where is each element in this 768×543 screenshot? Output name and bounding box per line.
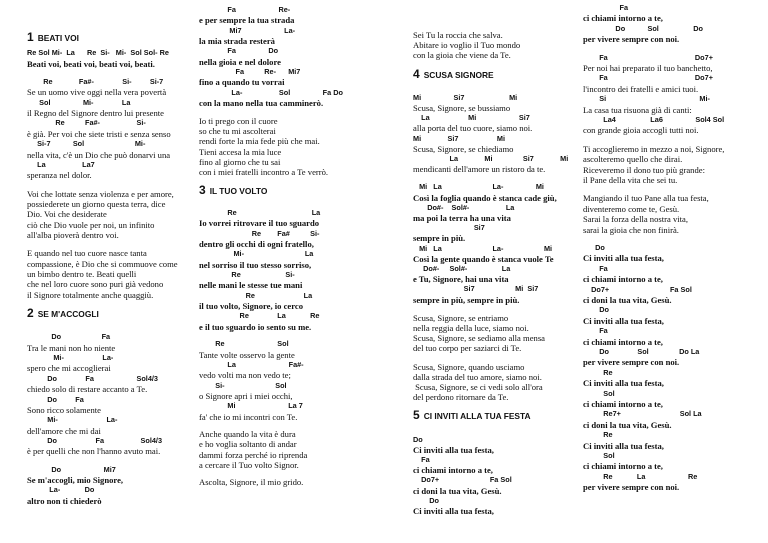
song-title: IL TUO VOLTO <box>209 185 268 196</box>
chord-line: Re Sol Mi- La Re Si- Mi- Sol Sol- Re <box>27 48 169 58</box>
chord-line: Mi La La- Mi <box>413 182 544 192</box>
chord-line: Re La <box>199 207 321 217</box>
lyric-line: sarai la gioia che non finirà. <box>583 224 679 235</box>
chord-line: Do Mi7 <box>27 464 116 474</box>
chord-line: Si7 <box>413 223 485 233</box>
chorus-line: ci chiami intorno a te, <box>583 336 663 347</box>
chorus-line: nelle mani le stesse tue mani <box>199 280 303 291</box>
chorus-line: Così la gente quando è stanca vuole Te <box>413 253 554 264</box>
lyric-line: Riceveremo il dono tuo più grande: <box>583 164 705 175</box>
song-heading <box>199 182 268 197</box>
chord-line: Fa <box>583 263 608 273</box>
chord-line: Mi Si7 Mi <box>413 92 518 102</box>
lyric-line: il Pane della vita che sei tu. <box>583 175 678 185</box>
song-number: 5 <box>413 408 420 423</box>
chorus-line: con la mano nella tua camminerò. <box>199 98 324 109</box>
chord-line: Do Sol Do <box>583 23 704 33</box>
chord-line: Re <box>583 367 613 377</box>
chorus-line: e il tuo sguardo io sento su me. <box>199 321 312 332</box>
chord-line: Sol Mi- La <box>27 97 131 107</box>
lyric-line: Ascolta, Signore, il mio grido. <box>199 477 304 488</box>
chord-line: Fa Re- <box>199 5 291 14</box>
chord-line: Re Fa# Si- <box>199 228 320 238</box>
lyric-line: Tra le mani non ho niente <box>27 342 116 353</box>
lyric-line: Dio. Voi che desiderate <box>27 209 107 220</box>
chorus-line: Beati voi, beati voi, beati voi, beati. <box>27 58 155 69</box>
chord-line: Mi- La <box>199 249 314 259</box>
chorus-line: Ci inviti alla tua festa, <box>583 253 664 264</box>
lyric-line: Scusa, Signore, se chiediamo <box>413 143 514 154</box>
song-heading <box>413 66 494 81</box>
lyric-line: all'alba pioverà dentro voi. <box>27 229 119 240</box>
chord-line: Re Sol <box>199 339 289 349</box>
lyric-line: del perdono ritornare da Te. <box>413 392 509 403</box>
chord-line: Re Si- <box>199 270 295 280</box>
lyric-line: compassione, è Dio che si commuove come <box>27 258 178 269</box>
lyric-line: dalla strada del tuo amore, siamo noi. <box>413 371 542 382</box>
chorus-line: Così la foglia quando è stanca cade giù, <box>413 192 557 203</box>
chord-line: La4 La6 Sol4 Sol <box>583 115 725 124</box>
lyric-line: Anche quando la vita è dura <box>199 428 296 439</box>
song-heading <box>27 308 99 319</box>
chorus-line: ci chiami intorno a te, <box>583 274 663 285</box>
lyric-line: o Signore apri i miei occhi, <box>199 390 293 401</box>
lyric-line: E quando nel tuo cuore nasce tanta <box>27 248 147 259</box>
chord-line: Fa Do <box>199 46 279 56</box>
lyric-line: il Signore totalmente anche quaggiù. <box>27 289 154 300</box>
lyric-line: fino al giorno che tu sai <box>199 156 281 167</box>
chord-line: Re7+ Sol La <box>583 409 702 419</box>
lyric-line: Scusa, Signore, se sediamo alla mensa <box>413 333 545 344</box>
lyric-line: Abitare io voglio il Tuo mondo <box>413 40 521 51</box>
chord-line: Do Fa Sol4/3 <box>27 373 158 383</box>
chord-line: Fa Do7+ <box>583 73 713 83</box>
lyric-line: con i miei fratelli incontro a Te verrò. <box>199 167 329 178</box>
lyric-line: diventeremo come te, Gesù. <box>583 203 680 214</box>
chord-line: Sol <box>583 451 615 460</box>
chord-line: Re La Re <box>199 311 320 321</box>
chorus-line: ci chiami intorno a te, <box>583 461 663 472</box>
chorus-line: Ci inviti alla tua festa, <box>583 315 664 326</box>
song-number: 1 <box>27 30 34 44</box>
song-title: SE M'ACCOGLI <box>37 309 99 320</box>
lyric-line: Sarai la forza della nostra vita, <box>583 214 688 225</box>
chord-line: Do Fa <box>27 332 111 342</box>
chord-line: Fa Re- Mi7 <box>199 67 301 77</box>
chord-line: Si- Sol <box>199 380 287 390</box>
chord-line: Do#- Sol#- La <box>413 264 511 273</box>
chorus-line: Io vorrei ritrovare il tuo sguardo <box>199 218 320 229</box>
lyric-line: un bimbo dentro te. Beati quelli <box>27 269 137 279</box>
chord-line: Do Sol Do La <box>583 347 700 356</box>
lyric-line: spero che mi accoglierai <box>27 363 111 374</box>
lyric-line: con grande gioia accogli tutti noi. <box>583 125 699 136</box>
chorus-line: Ci inviti alla tua festa, <box>413 444 494 455</box>
lyric-line: e ho voglia soltanto di andar <box>199 439 297 450</box>
lyric-line: Voi che lottate senza violenza e per amore, <box>27 188 174 199</box>
chord-line: Fa Do7+ <box>583 52 713 62</box>
lyric-line: Mangiando il tuo Pane alla tua festa, <box>583 193 709 204</box>
lyric-line: è per quelli che non l'hanno avuto mai. <box>27 446 161 457</box>
chord-line: Re <box>583 430 613 440</box>
lyric-line: ascolteremo quello che dirai. <box>583 154 683 165</box>
chorus-line: ci chiami intorno a te, <box>583 13 663 24</box>
chorus-line: sempre in più, sempre in più. <box>413 294 520 305</box>
lyric-line: Tieni accesa la mia luce <box>199 146 282 157</box>
lyric-line: con la gioia che viene da Te. <box>413 50 511 61</box>
lyric-line: alla porta del tuo cuore, siamo noi. <box>413 123 533 134</box>
song-title: SCUSA SIGNORE <box>423 69 494 80</box>
chord-line: Do Fa <box>27 394 84 404</box>
song-number: 2 <box>27 306 34 321</box>
chorus-line: sempre in più. <box>413 233 466 244</box>
lyric-line: l'incontro dei fratelli e amici tuoi. <box>583 83 699 94</box>
lyric-line: il Regno del Signore dentro lui presente <box>27 108 164 119</box>
song-number: 3 <box>199 182 206 197</box>
lyric-line: vedo volti ma non vedo te; <box>199 370 291 381</box>
chord-line: Re Fa#- Si- <box>27 118 146 128</box>
chorus-line: e Tu, Signore, hai una vita <box>413 274 509 285</box>
lyric-line: Scusa, Signore, quando usciamo <box>413 361 525 372</box>
chord-line: Do7+ Fa Sol <box>413 475 512 485</box>
chord-line: Do7+ Fa Sol <box>583 284 692 294</box>
lyric-line: possiederete un giorno questa terra, dice <box>27 198 166 209</box>
chord-line: La Fa#- <box>199 359 304 369</box>
lyric-line: dell'amore che mi dai <box>27 425 101 436</box>
chord-line: Do Fa Sol4/3 <box>27 435 163 445</box>
lyric-line: La casa tua risuona già di canti: <box>583 104 692 115</box>
chord-line: Re La <box>199 290 313 300</box>
lyric-line: a cercare il Tuo volto Signor. <box>199 460 299 470</box>
chorus-line: il tuo volto, Signore, io cerco <box>199 301 303 312</box>
lyric-line: Scusa, Signore, se entriamo <box>413 312 509 323</box>
chorus-line: Ci inviti alla tua festa, <box>413 506 494 516</box>
lyric-line: Io ti prego con il cuore <box>199 115 278 126</box>
lyric-line: nella vita, c'è un Dio che può donarvi una <box>27 149 171 160</box>
lyric-line: rendi forte la mia fede più che mai. <box>199 136 320 147</box>
chorus-line: per vivere sempre con noi. <box>583 34 680 45</box>
chord-line: Si-7 Sol Mi- <box>27 139 146 149</box>
chord-line: La La7 <box>27 159 95 169</box>
chorus-line: altro non ti chiederò <box>27 495 102 506</box>
song-number: 4 <box>413 66 420 81</box>
song-title: BEATI VOI <box>37 33 79 43</box>
chord-line: Mi Si7 Mi <box>413 133 506 143</box>
chord-line: Fa <box>413 455 430 464</box>
lyric-line: che nel loro cuore sono puri già vedono <box>27 279 164 290</box>
song-heading <box>413 410 531 421</box>
chorus-line: dentro gli occhi di ogni fratello, <box>199 239 314 249</box>
chord-line: Re La Re <box>583 471 698 481</box>
chord-line: La Mi Si7 Mi <box>413 154 569 163</box>
lyric-line: Scusa, Signore, se bussiamo <box>413 103 511 113</box>
chorus-line: Se m'accogli, mio Signore, <box>27 474 124 485</box>
chord-line: Mi La La- Mi <box>413 243 553 253</box>
chord-line: Mi La 7 <box>199 401 303 411</box>
chord-line: Do <box>583 243 605 252</box>
chord-line: Mi- La- <box>27 415 118 425</box>
chord-line: Si Mi- <box>583 94 710 104</box>
chord-line: Si7 Mi Si7 <box>413 284 539 294</box>
chord-line: La Mi Si7 <box>413 113 530 123</box>
lyric-line: Sono ricco solamente <box>27 404 101 415</box>
chorus-line: ma poi la terra ha una vita <box>413 213 511 223</box>
lyric-line: Sei Tu la roccia che salva. <box>413 30 503 40</box>
chorus-line: ci doni la tua vita, Gesù. <box>413 485 502 496</box>
chord-line: Sol <box>583 388 615 398</box>
chorus-line: fino a quando tu vorrai <box>199 77 285 88</box>
lyric-line: Se un uomo vive oggi nella vera povertà <box>27 87 167 98</box>
chorus-line: la mia strada resterà <box>199 36 275 47</box>
lyric-line: fa' che io mi incontri con Te. <box>199 411 298 422</box>
lyric-line: nella reggia della luce, siamo noi. <box>413 323 529 333</box>
chord-line: La- Sol Fa Do <box>199 87 343 97</box>
chorus-line: nel sorriso il tuo stesso sorriso, <box>199 259 312 270</box>
lyric-line: ciò che Dio vuole per noi, un infinito <box>27 219 155 230</box>
chord-line: Do <box>583 305 609 315</box>
chord-line: La- Do <box>27 485 95 495</box>
chorus-line: nella gioia e nel dolore <box>199 56 281 67</box>
lyric-line: speranza nel dolor. <box>27 170 92 181</box>
chord-line: Re Fa#- Si- Si-7 <box>27 77 164 87</box>
lyric-line: Scusa, Signore, se ci vedi solo all'ora <box>413 382 543 392</box>
lyric-line: Tante volte osservo la gente <box>199 349 295 360</box>
lyric-line: è già. Per voi che siete tristi e senza senso <box>27 128 171 139</box>
chord-line: Do <box>413 434 423 444</box>
chorus-line: per vivere sempre con noi. <box>583 482 680 493</box>
chorus-line: ci chiami intorno a te, <box>583 399 663 409</box>
lyric-line: Per noi hai preparato il tuo banchetto, <box>583 63 713 73</box>
song-title: CI INVITI ALLA TUA FESTA <box>423 411 531 422</box>
lyric-line: del tuo corpo per saziarci di Te. <box>413 343 522 354</box>
lyric-line: chiedo solo di restare accanto a Te. <box>27 384 148 395</box>
lyric-line: so che tu mi ascolterai <box>199 125 276 136</box>
chord-line: Do#- Sol#- La <box>413 202 515 212</box>
chord-line: Mi7 La- <box>199 25 296 35</box>
lyric-line: dammi forza perché io riprenda <box>199 449 308 460</box>
chorus-line: ci doni la tua vita, Gesù. <box>583 419 672 430</box>
chord-line: Mi- La- <box>27 353 114 363</box>
chord-line: Do <box>413 495 439 505</box>
chorus-line: ci chiami intorno a te, <box>413 465 493 476</box>
chorus-line: ci doni la tua vita, Gesù. <box>583 295 672 305</box>
chorus-line: per vivere sempre con noi. <box>583 357 680 368</box>
song-heading <box>27 32 79 43</box>
chorus-line: Ci inviti alla tua festa, <box>583 440 664 451</box>
lyric-line: mendicanti dell'amore un ristoro da te. <box>413 164 546 175</box>
lyric-line: Ti accoglieremo in mezzo a noi, Signore, <box>583 143 725 154</box>
chord-line: Fa <box>583 3 629 12</box>
chorus-line: Ci inviti alla tua festa, <box>583 378 664 389</box>
chord-line: Fa <box>583 326 608 336</box>
chorus-line: e per sempre la tua strada <box>199 15 295 26</box>
